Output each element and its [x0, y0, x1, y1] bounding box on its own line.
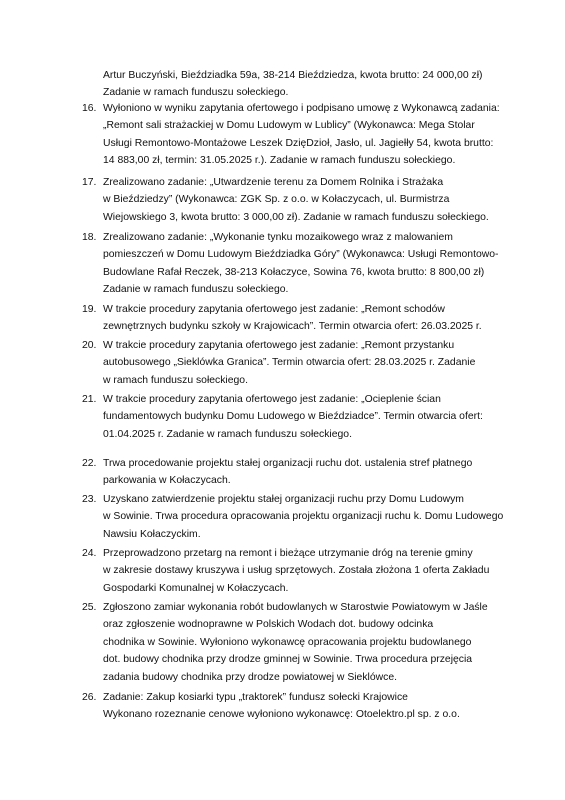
continued-paragraph [103, 67, 513, 102]
text-line: 14 883,00 zł, termin: 31.05.2025 r.). Zadanie w ramach funduszu sołeckiego. [103, 155, 456, 167]
text-line: parkowania w Kołaczycach. [103, 475, 231, 487]
list-item-20 [82, 337, 514, 389]
text-line: zadania budowy chodnika przy drodze powiatowej w Sieklówce. [103, 671, 397, 683]
list-item-17 [82, 174, 514, 226]
text-line: autobusowego „Sieklówka Granica”. Termin otwarcia ofert: 28.03.2025 r. Zadanie [103, 357, 476, 369]
text-line: Wyłoniono w wyniku zapytania ofertowego i podpisano umowę z Wykonawcą zadania: [103, 103, 500, 114]
list-item-21 [82, 391, 514, 443]
list-item-22 [82, 455, 514, 490]
text-line: Przeprowadzono przetarg na remont i bieżące utrzymanie dróg na terenie gminy [103, 548, 473, 559]
item-number: 22. [82, 458, 97, 469]
text-line: Zadanie: Zakup kosiarki typu „traktorek” fundusz sołecki Krajowice [103, 692, 408, 703]
item-number: 25. [82, 602, 97, 613]
item-text [103, 455, 514, 490]
text-line: w Sowinie. Trwa procedura opracowania projektu organizacji ruchu k. Domu Ludowego [103, 511, 504, 523]
text-line: Usługi Remontowo-Montażowe Leszek DzięDzioł, Jasło, ul. Jagiełły 54, kwota brutto: [103, 137, 494, 149]
text-line: chodnika w Sowinie. Wyłoniono wykonawcę opracowania projektu budowlanego [103, 636, 472, 648]
text-line: Uzyskano zatwierdzenie projektu stałej organizacji ruchu przy Domu Ludowym [103, 494, 464, 505]
text-line: Budowlane Rafał Reczek, 38-213 Kołaczyce, Sowina 76, kwota brutto: 8 800,00 zł) [103, 266, 485, 278]
text-line: oraz zgłoszenie wodnoprawne w Polskich Wodach dot. budowy odcinka [103, 619, 434, 631]
text-line: Zgłoszono zamiar wykonania robót budowlanych w Starostwie Powiatowym w Jaśle [103, 602, 488, 613]
item-text [103, 599, 514, 686]
text-line: Trwa procedowanie projektu stałej organizacji ruchu dot. ustalenia stref płatnego [103, 458, 473, 469]
item-number: 16. [82, 103, 97, 114]
text-line: pomieszczeń w Domu Ludowym Bieździadka Góry” (Wykonawca: Usługi Remontowo- [103, 249, 499, 261]
list-item-18 [82, 229, 514, 299]
text-line: zewnętrznych budynku szkoły w Krajowicach”. Termin otwarcia ofert: 26.03.2025 r. [103, 321, 482, 333]
text-line: 01.04.2025 r. Zadanie w ramach funduszu sołeckiego. [103, 428, 352, 440]
text-line: Nawsiu Kołaczyckim. [103, 528, 201, 540]
text-line: w ramach funduszu sołeckiego. [103, 374, 248, 386]
item-number: 26. [82, 692, 97, 703]
list-item-26 [82, 689, 514, 724]
list-item-23 [82, 491, 514, 543]
item-text [103, 491, 514, 543]
text-line: W trakcie procedury zapytania ofertowego jest zadanie: „Ocieplenie ścian [103, 394, 441, 405]
list-item-25 [82, 599, 514, 686]
item-number: 17. [82, 177, 97, 188]
text-line: Zrealizowano zadanie: „Utwardzenie terenu za Domem Rolnika i Strażaka [103, 177, 444, 188]
item-number: 21. [82, 394, 97, 405]
item-text [103, 391, 514, 443]
item-text [103, 689, 514, 724]
text-line: Gospodarki Komunalnej w Kołaczycach. [103, 582, 289, 594]
item-number: 19. [82, 304, 97, 315]
text-line: W trakcie procedury zapytania ofertowego jest zadanie: „Remont schodów [103, 304, 445, 315]
text-line: Zadanie w ramach funduszu sołeckiego. [103, 284, 289, 296]
item-number: 24. [82, 548, 97, 559]
text-line: fundamentowych budynku Domu Ludowego w Bieździadce”. Termin otwarcia ofert: [103, 411, 483, 423]
text-line: Wiejowskiego 3, kwota brutto: 3 000,00 zł). Zadanie w ramach funduszu sołeckiego. [103, 211, 489, 223]
text-line: Artur Buczyński, Bieździadka 59a, 38-214 Bieździedza, kwota brutto: 24 000,00 zł) [103, 70, 483, 81]
item-text [103, 100, 514, 170]
item-text [103, 301, 514, 336]
item-text [103, 337, 514, 389]
item-text [103, 229, 514, 299]
text-line: Zadanie w ramach funduszu sołeckiego. [103, 87, 289, 99]
text-line: w zakresie dostawy kruszywa i usług sprzętowych. Została złożona 1 oferta Zakładu [103, 565, 490, 577]
text-line: w Bieździedzy” (Wykonawca: ZGK Sp. z o.o. w Kołaczycach, ul. Burmistrza [103, 194, 450, 206]
item-number: 23. [82, 494, 97, 505]
item-number: 18. [82, 232, 97, 243]
item-number: 20. [82, 340, 97, 351]
text-line: Zrealizowano zadanie: „Wykonanie tynku mozaikowego wraz z malowaniem [103, 232, 453, 243]
list-item-24 [82, 545, 514, 597]
list-item-19 [82, 301, 514, 336]
list-item-16 [82, 100, 514, 170]
item-text [103, 545, 514, 597]
text-line: dot. budowy chodnika przy drodze gminnej w Sowinie. Trwa procedura przejęcia [103, 654, 473, 666]
text-line: „Remont sali strażackiej w Domu Ludowym w Lublicy” (Wykonawca: Mega Stolar [103, 120, 475, 132]
item-text [103, 174, 514, 226]
text-line: Wykonano rozeznanie cenowe wyłoniono wykonawcę: Otoelektro.pl sp. z o.o. [103, 709, 460, 721]
text-line: W trakcie procedury zapytania ofertowego jest zadanie: „Remont przystanku [103, 340, 455, 351]
